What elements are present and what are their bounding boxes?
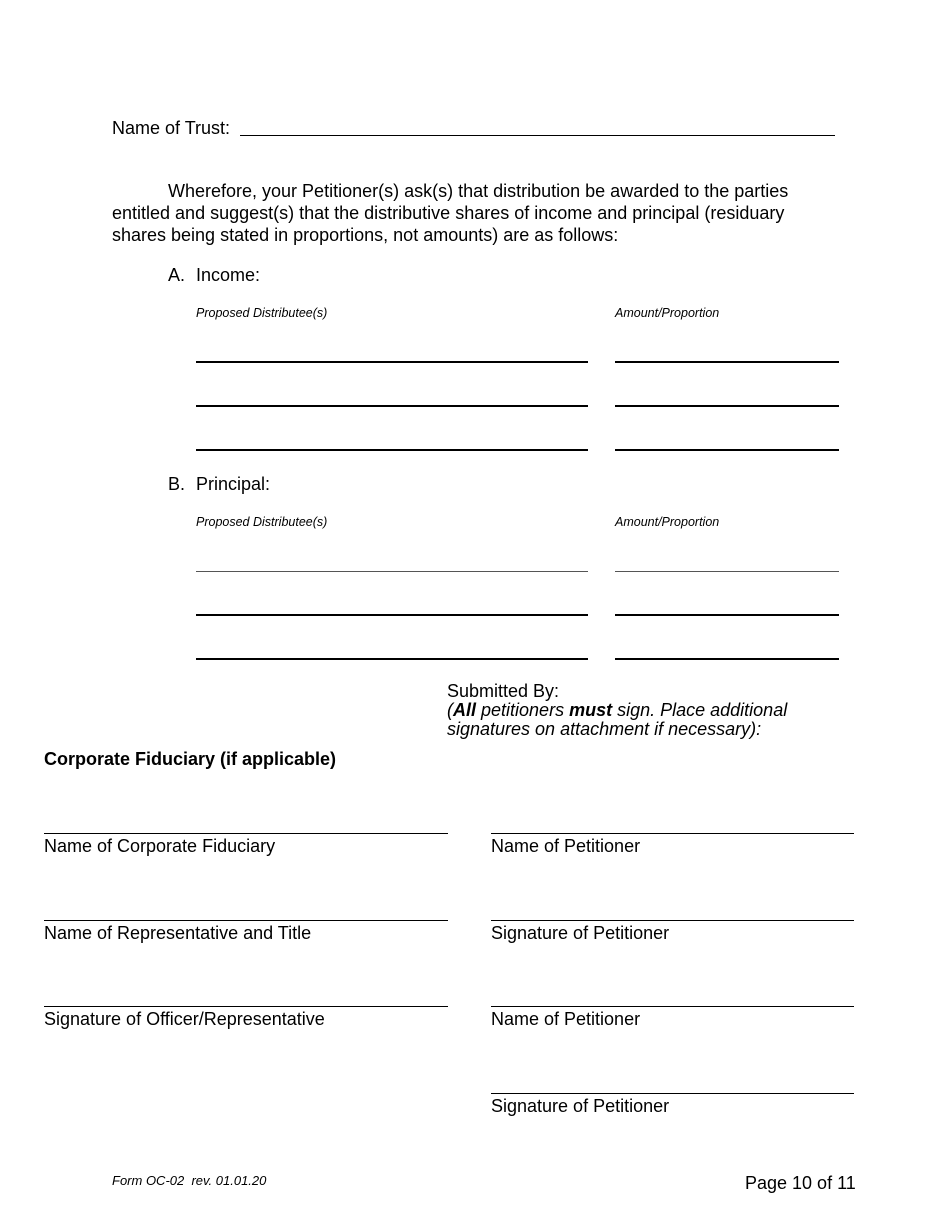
note-line1-end: sign. Place additional xyxy=(612,700,788,720)
note-open: ( xyxy=(447,700,453,720)
principal-distributee-header: Proposed Distributee(s) xyxy=(196,515,328,529)
income-amount-line[interactable] xyxy=(615,449,839,451)
submitted-by-title: Submitted By: xyxy=(447,681,560,701)
representative-name-label: Name of Representative and Title xyxy=(44,923,312,943)
petitioner-signature-label-1: Signature of Petitioner xyxy=(491,923,670,943)
income-heading: Income: xyxy=(196,265,261,285)
petitioner-name-line-1[interactable] xyxy=(491,833,854,834)
officer-signature-line[interactable] xyxy=(44,1006,448,1007)
income-letter: A. xyxy=(168,265,186,285)
principal-distributee-line[interactable] xyxy=(196,658,588,660)
principal-amount-header: Amount/Proportion xyxy=(615,515,720,529)
petitioner-name-label-1: Name of Petitioner xyxy=(491,836,641,856)
principal-amount-line[interactable] xyxy=(615,571,839,572)
petitioner-name-line-2[interactable] xyxy=(491,1006,854,1007)
principal-amount-line[interactable] xyxy=(615,658,839,660)
corporate-fiduciary-heading: Corporate Fiduciary (if applicable) xyxy=(44,749,337,769)
principal-letter: B. xyxy=(168,474,186,494)
submitted-note-line1 xyxy=(447,701,787,720)
trust-name-input-line[interactable] xyxy=(240,135,835,136)
intro-paragraph xyxy=(112,180,832,246)
officer-signature-label: Signature of Officer/Representative xyxy=(44,1009,325,1029)
representative-name-line[interactable] xyxy=(44,920,448,921)
submitted-note-line2: signatures on attachment if necessary): xyxy=(447,719,762,739)
form-id: Form OC-02 rev. 01.01.20 xyxy=(112,1173,267,1188)
note-mid: petitioners xyxy=(476,700,570,720)
income-amount-line[interactable] xyxy=(615,405,839,407)
principal-distributee-line[interactable] xyxy=(196,614,588,616)
note-all: All xyxy=(453,700,477,720)
submitted-by-block xyxy=(447,682,787,739)
petitioner-name-label-2: Name of Petitioner xyxy=(491,1009,641,1029)
income-amount-header: Amount/Proportion xyxy=(615,306,720,320)
corporate-fiduciary-name-label: Name of Corporate Fiduciary xyxy=(44,836,276,856)
principal-distributee-line[interactable] xyxy=(196,571,588,572)
principal-amount-line[interactable] xyxy=(615,614,839,616)
trust-name-label: Name of Trust: xyxy=(112,118,231,138)
page-number: Page 10 of 11 xyxy=(745,1173,856,1193)
principal-heading: Principal: xyxy=(196,474,271,494)
income-distributee-header: Proposed Distributee(s) xyxy=(196,306,328,320)
note-must: must xyxy=(569,700,613,720)
intro-text: Wherefore, your Petitioner(s) ask(s) that distribution be awarded to the parties entitled and suggest(s) that the distributive shares of income and principal (residuary shares being stated in proportions, not amounts) are as follows: xyxy=(112,181,789,245)
petitioner-signature-label-2: Signature of Petitioner xyxy=(491,1096,670,1116)
income-amount-line[interactable] xyxy=(615,361,839,363)
income-distributee-line[interactable] xyxy=(196,361,588,363)
income-distributee-line[interactable] xyxy=(196,449,588,451)
petitioner-signature-line-2[interactable] xyxy=(491,1093,854,1094)
petitioner-signature-line-1[interactable] xyxy=(491,920,854,921)
income-distributee-line[interactable] xyxy=(196,405,588,407)
corporate-fiduciary-name-line[interactable] xyxy=(44,833,448,834)
